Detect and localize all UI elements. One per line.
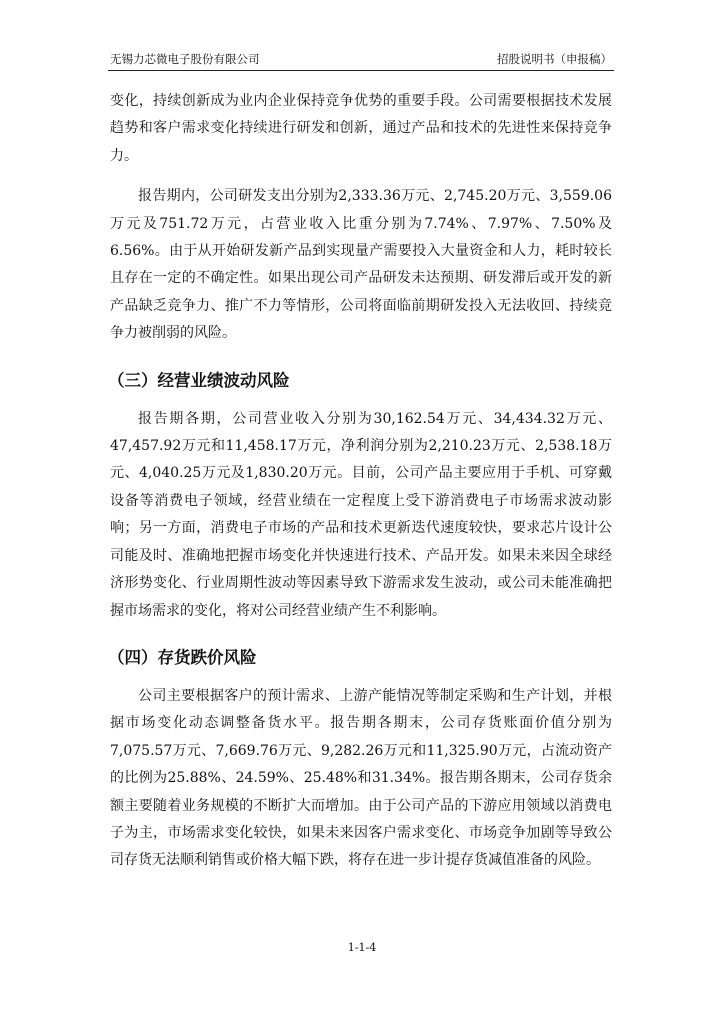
section-heading-performance-risk: （三）经营业绩波动风险 bbox=[108, 370, 290, 390]
section-heading-inventory-risk: （四）存货跌价风险 bbox=[108, 647, 257, 667]
page-header bbox=[108, 50, 614, 68]
paragraph-continuation: 变化，持续创新成为业内企业保持竞争优势的重要手段。公司需要根据技术发展趋势和客户需求变化持续进行研发和创新，通过产品和技术的先进性来保持竞争力。 bbox=[110, 93, 612, 164]
paragraph-rd-expenditure: 报告期内，公司研发支出分别为2,333.36万元、2,745.20万元、3,559.06万元及751.72万元，占营业收入比重分别为7.74%、7.97%、7.50%及6.56%。由于从开始研发新产品到实现量产需要投入大量资金和人力，耗时较长且存在一定的不确定性。如果出现公司产品研发未达预期、研发滞后或开发的新产品缺乏竞争力、推广不力等情形，公司将面临前期研发投入无法收回、持续竞争力被削弱的风险。 bbox=[110, 188, 612, 342]
paragraph-performance-risk: 报告期各期，公司营业收入分别为30,162.54万元、34,434.32万元、47,457.92万元和11,458.17万元，净利润分别为2,210.23万元、2,538.18万元、4,040.25万元及1,830.20万元。目前，公司产品主要应用于手机、可穿戴设备等消费电子领域，经营业绩在一定程度上受下游消费电子市场需求波动影响；另一方面，消费电子市场的产品和技术更新迭代速度较快，要求芯片设计公司能及时、准确地把握市场变化并快速进行技术、产品开发。如果未来因全球经济形势变化、行业周期性波动等因素导致下游需求发生波动，或公司未能准确把握市场需求的变化，将对公司经营业绩产生不利影响。 bbox=[110, 410, 612, 619]
page-number: 1-1-4 bbox=[347, 941, 377, 954]
paragraph-inventory-risk: 公司主要根据客户的预计需求、上游产能情况等制定采购和生产计划，并根据市场变化动态调整备货水平。报告期各期末，公司存货账面价值分别为7,075.57万元、7,669.76万元、9,282.26万元和11,325.90万元，占流动资产的比例为25.88%、24.59%、25.48%和31.34%。报告期各期末，公司存货余额主要随着业务规模的不断扩大而增加。由于公司产品的下游应用领域以消费电子为主，市场需求变化较快，如果未来因客户需求变化、市场竞争加剧等导致公司存货无法顺利销售或价格大幅下跌，将存在进一步计提存货减值准备的风险。 bbox=[110, 687, 612, 869]
header-company-name: 无锡力芯微电子股份有限公司 bbox=[110, 52, 260, 66]
header-document-title: 招股说明书（申报稿） bbox=[497, 52, 612, 66]
header-divider bbox=[108, 70, 614, 71]
page-body bbox=[110, 88, 612, 875]
